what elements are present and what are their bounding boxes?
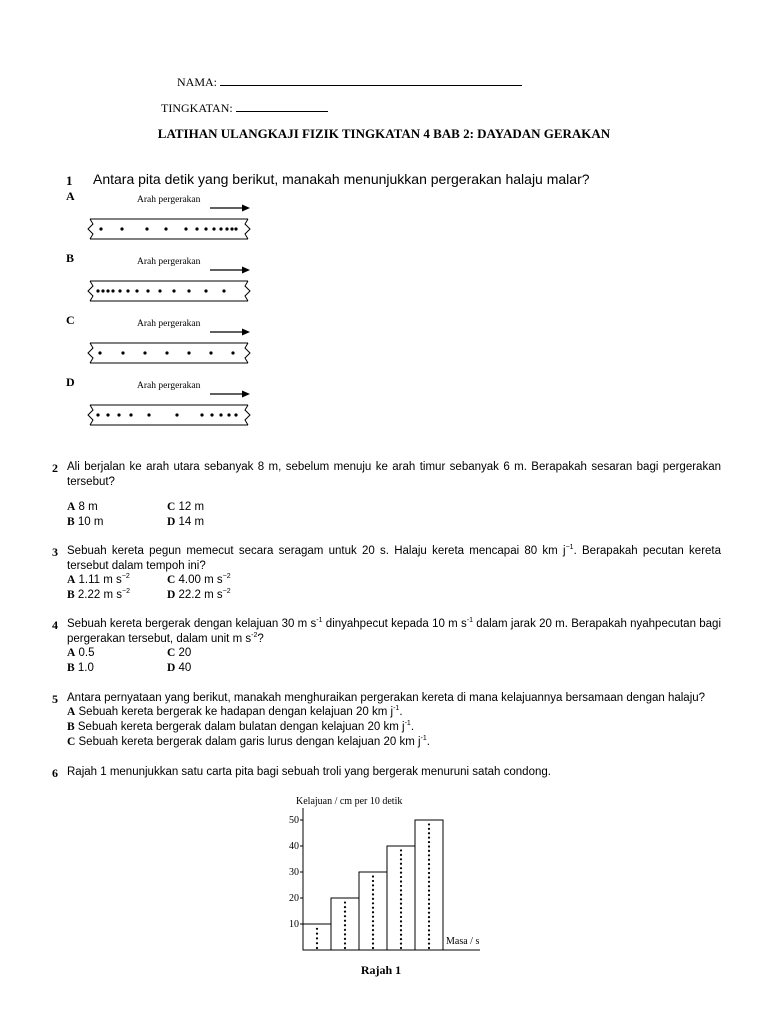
name-label: NAMA: (177, 75, 218, 89)
option-d[interactable]: D 14 m (167, 516, 205, 528)
question-text: Ali berjalan ke arah utara sebanyak 8 m, sebelum menuju ke arah timur sebanyak 6 m. Berapakah sesaran bagi pergerakan tersebut? (67, 461, 721, 488)
tape-dot (96, 413, 99, 416)
option-a[interactable]: A 0.5 (67, 647, 95, 659)
tape-dot (316, 942, 318, 944)
tape-dot (143, 351, 146, 354)
tape-dot (372, 942, 374, 944)
tape-dot (372, 898, 374, 900)
tape-dot (428, 898, 430, 900)
tape-letter: C (66, 313, 75, 327)
tape-dot (400, 889, 402, 891)
tape-dot (372, 889, 374, 891)
arrowhead-icon (242, 205, 250, 212)
tape-dot (372, 933, 374, 935)
tape-dot (234, 227, 237, 230)
tape-dot (372, 884, 374, 886)
tape-dot (344, 920, 346, 922)
tape-dot (372, 916, 374, 918)
option-d[interactable]: D 22.2 m $s^{-2}$ (167, 588, 231, 601)
tape-dot (212, 227, 215, 230)
tape-dot (400, 925, 402, 927)
tape-dot (428, 837, 430, 839)
x-axis-label: Masa / s (446, 936, 480, 947)
tape-dot (428, 934, 430, 936)
question-number: 5 (52, 692, 58, 706)
tape-dot (230, 227, 233, 230)
tape-dot (400, 872, 402, 874)
class-field[interactable] (236, 99, 328, 112)
tape-dot (428, 925, 430, 927)
tape-dot (428, 845, 430, 847)
tape-dot (118, 289, 121, 292)
direction-label: Arah pergerakan (137, 381, 201, 391)
arrowhead-icon (242, 391, 250, 398)
tape-dot (227, 413, 230, 416)
y-tick-label: 10 (289, 919, 299, 930)
tape-dot (428, 841, 430, 843)
tape-dot (372, 907, 374, 909)
tape-dot (135, 289, 138, 292)
tape-dot (121, 351, 124, 354)
tape-dot (316, 947, 318, 949)
question-text: Sebuah kereta pegun memecut secara seragam untuk 20 s. Halaju kereta mencapai 80 km $j^{-1}$. Berapakah pecutan kereta tersebut dalam tempoh ini? (67, 544, 722, 572)
tape-dot (225, 227, 228, 230)
tape-dot (428, 912, 430, 914)
tape-dot (165, 351, 168, 354)
tape-dot (222, 289, 225, 292)
tape-dot (400, 942, 402, 944)
tape-dot (428, 854, 430, 856)
arrowhead-icon (242, 329, 250, 336)
tape-dot (372, 920, 374, 922)
tape-dot (400, 907, 402, 909)
tape-dot (428, 859, 430, 861)
tape-dot (200, 413, 203, 416)
option-d[interactable]: D 40 (167, 662, 192, 674)
tape-dot (400, 916, 402, 918)
option-c[interactable]: C Sebuah kereta bergerak dalam garis lurus dengan kelajuan 20 km $j^{-1}$. (67, 735, 430, 748)
tape-dot (372, 938, 374, 940)
tape-strip (331, 898, 359, 950)
option-a[interactable]: A 8 m (67, 501, 98, 513)
tape-dot (344, 906, 346, 908)
tape-dot (204, 227, 207, 230)
tape-dot (219, 413, 222, 416)
tape-dot (372, 880, 374, 882)
tape-dot (428, 942, 430, 944)
tape-dot (400, 876, 402, 878)
tape-dot (344, 924, 346, 926)
tape-dot (344, 901, 346, 903)
option-b[interactable]: B Sebuah kereta bergerak dalam bulatan dengan kelajuan 20 km $j^{-1}$. (67, 720, 415, 733)
option-b[interactable]: B 2.22 m $s^{-2}$ (67, 588, 130, 601)
tape-dot (96, 289, 99, 292)
y-tick-label: 30 (289, 867, 299, 878)
question-number: 4 (52, 618, 58, 632)
y-axis-label: Kelajuan / cm per 10 detik (296, 796, 403, 807)
tape-option-c[interactable] (66, 313, 250, 363)
tape-dot (400, 863, 402, 865)
tape-dot (146, 289, 149, 292)
tape-end (88, 405, 93, 425)
question-text: Sebuah kereta bergerak dengan kelajuan 30 m $s^{-1}$ dinyahpecut kepada 10 m $s^{-1}$ dalam jarak 20 m. Berapakah nyahpecutan bagi pergerakan tersebut, dalam unit m $s^{-2}$? (67, 617, 721, 645)
name-line (177, 73, 522, 90)
tape-dot (428, 903, 430, 905)
tape-dot (372, 925, 374, 927)
tape-dot (117, 413, 120, 416)
tape-dot (400, 934, 402, 936)
tape-dot (344, 933, 346, 935)
tape-dot (428, 863, 430, 865)
tape-dot (164, 227, 167, 230)
tape-dot (400, 947, 402, 949)
y-tick-label: 50 (289, 815, 299, 826)
option-c[interactable]: C 12 m (167, 501, 205, 513)
tape-dot (219, 227, 222, 230)
option-c[interactable]: C 4.00 m $s^{-2}$ (167, 573, 231, 586)
tape-end (88, 219, 93, 239)
tape-dot (126, 289, 129, 292)
tape-option-b[interactable] (66, 251, 250, 301)
ticker-tapes (60, 188, 280, 428)
tape-dot (209, 351, 212, 354)
tape-dot (400, 920, 402, 922)
tape-dot (400, 867, 402, 869)
tape-dot (372, 929, 374, 931)
direction-label: Arah pergerakan (137, 195, 201, 205)
page-title: LATIHAN ULANGKAJI FIZIK TINGKATAN 4 BAB 2: DAYADAN GERAKAN (157, 126, 611, 141)
option-c[interactable]: C 20 (167, 647, 192, 659)
tape-dot (400, 894, 402, 896)
tape-dot (428, 823, 430, 825)
tape-dot (145, 227, 148, 230)
tape-end (88, 281, 93, 301)
tape-dot (234, 413, 237, 416)
tape-end (88, 343, 93, 363)
tape-dot (428, 872, 430, 874)
tape-dot (316, 928, 318, 930)
tape-dot (120, 227, 123, 230)
tape-dot (372, 902, 374, 904)
tape-dot (428, 876, 430, 878)
tape-dot (158, 289, 161, 292)
tape-dot (400, 854, 402, 856)
tape-letter: B (66, 251, 75, 265)
tape-dot (99, 227, 102, 230)
tape-end (245, 281, 250, 301)
option-a[interactable]: A Sebuah kereta bergerak ke hadapan dengan kelajuan 20 km $j^{-1}$. (67, 705, 403, 718)
tape-dot (316, 933, 318, 935)
tape-dot (195, 227, 198, 230)
option-a[interactable]: A 1.11 m $s^{-2}$ (67, 573, 130, 586)
tape-dot (428, 920, 430, 922)
tape-dot (204, 289, 207, 292)
tape-dot (372, 911, 374, 913)
tape-dot (106, 289, 109, 292)
option-b[interactable]: B 1.0 (67, 662, 94, 674)
tape-dot (428, 907, 430, 909)
tape-dot (129, 413, 132, 416)
class-label: TINGKATAN: (161, 101, 233, 115)
tape-dot (175, 413, 178, 416)
tape-dot (344, 929, 346, 931)
tape-dot (428, 929, 430, 931)
tape-dot (428, 881, 430, 883)
tape-dot (344, 947, 346, 949)
y-tick-label: 20 (289, 893, 299, 904)
tape-end (245, 219, 250, 239)
tape-dot (428, 947, 430, 949)
class-line (161, 99, 328, 116)
direction-label: Arah pergerakan (137, 257, 201, 267)
tape-dot (400, 898, 402, 900)
tape-dot (400, 903, 402, 905)
tape-dot (184, 227, 187, 230)
option-b[interactable]: B 10 m (67, 516, 104, 528)
tape-dot (316, 937, 318, 939)
tape-dot (428, 832, 430, 834)
tape-end (245, 343, 250, 363)
question-text: Rajah 1 menunjukkan satu carta pita bagi sebuah troli yang bergerak menuruni satah condong. (67, 766, 551, 778)
tape-option-d[interactable] (66, 375, 250, 425)
tape-letter: D (66, 375, 75, 389)
question-text: Antara pernyataan yang berikut, manakah menghuraikan pergerakan kereta di mana kelajuannya bersamaan dengan halaju? (67, 692, 706, 704)
y-tick-label: 40 (289, 841, 299, 852)
tape-dot (400, 911, 402, 913)
question-number: 2 (52, 461, 58, 475)
tape-dot (231, 351, 234, 354)
tape-dot (372, 893, 374, 895)
tape-dot (187, 351, 190, 354)
tape-dot (111, 289, 114, 292)
tape-dot (400, 885, 402, 887)
tape-dot (428, 828, 430, 830)
question-number: 1 (66, 173, 73, 188)
tape-dot (172, 289, 175, 292)
tape-dot (344, 938, 346, 940)
tape-dot (428, 890, 430, 892)
tape-dot (210, 413, 213, 416)
question-text: Antara pita detik yang berikut, manakah menunjukkan pergerakan halaju malar? (93, 171, 590, 187)
tape-dot (428, 894, 430, 896)
tape-dot (400, 858, 402, 860)
tape-dot (187, 289, 190, 292)
tape-dot (400, 929, 402, 931)
tape-dot (400, 849, 402, 851)
tape-dot (344, 915, 346, 917)
tape-dot (106, 413, 109, 416)
tape-dot (428, 867, 430, 869)
tape-dot (428, 850, 430, 852)
tape-dot (428, 885, 430, 887)
tape-option-a[interactable] (66, 189, 250, 239)
tape-end (245, 405, 250, 425)
tape-dot (400, 938, 402, 940)
tape-dot (372, 947, 374, 949)
chart-title: Rajah 1 (360, 963, 402, 977)
arrowhead-icon (242, 267, 250, 274)
question-number: 3 (52, 545, 58, 559)
question-number: 6 (52, 766, 58, 780)
tape-dot (147, 413, 150, 416)
tape-dot (372, 875, 374, 877)
tape-dot (98, 351, 101, 354)
tape-dot (400, 880, 402, 882)
direction-label: Arah pergerakan (137, 319, 201, 329)
tape-dot (344, 942, 346, 944)
tape-chart (270, 788, 500, 988)
tape-dot (428, 938, 430, 940)
name-field[interactable] (220, 73, 522, 86)
tape-dot (101, 289, 104, 292)
tape-dot (428, 916, 430, 918)
tape-dot (344, 911, 346, 913)
tape-letter: A (66, 189, 75, 203)
